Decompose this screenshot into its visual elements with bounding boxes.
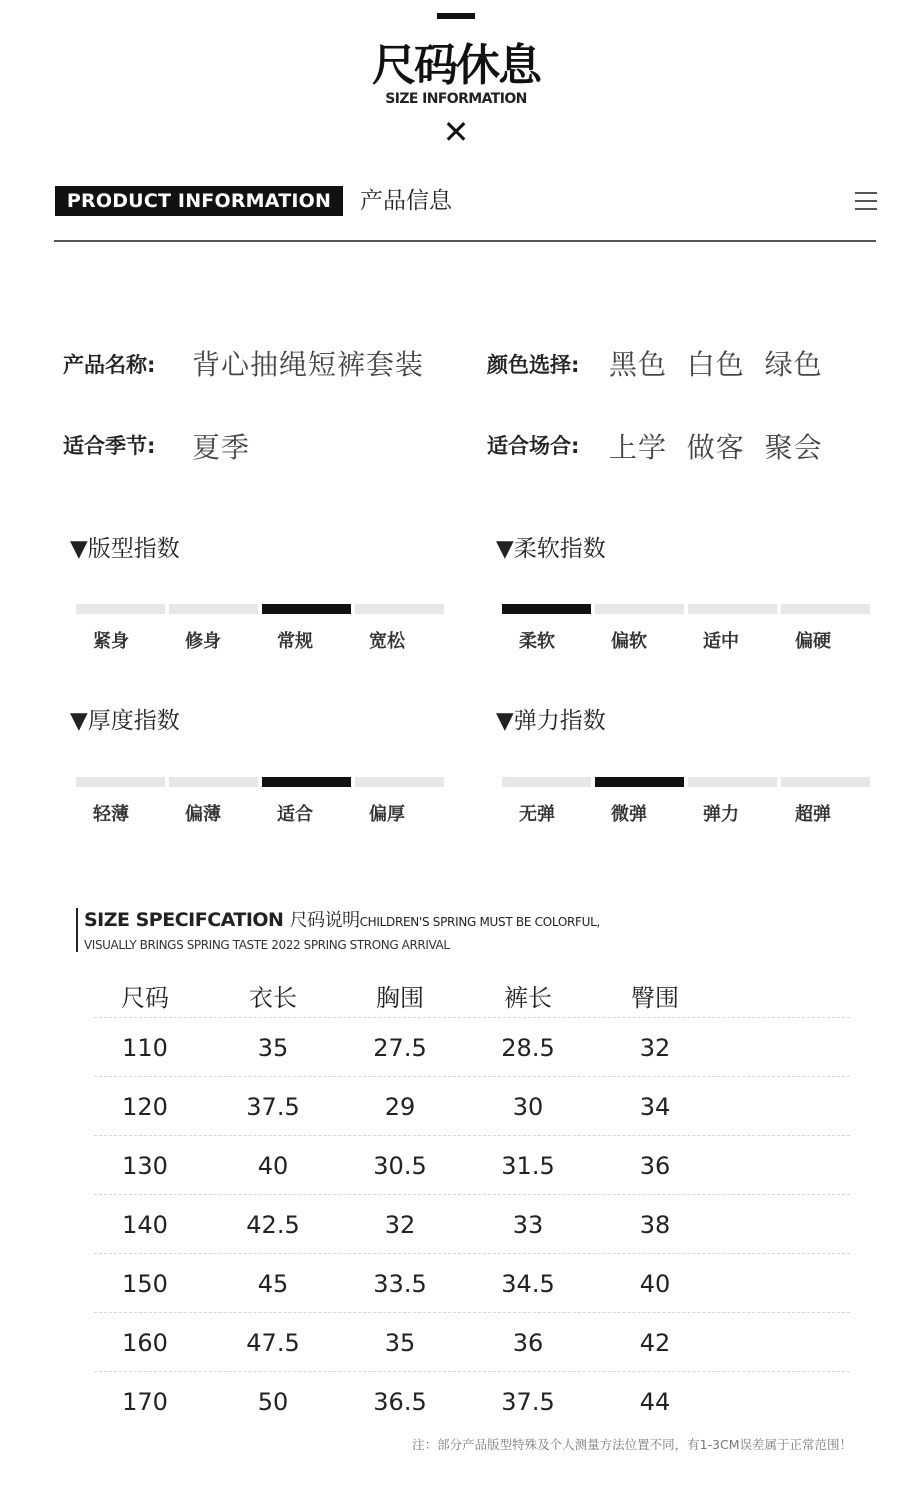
page-subtitle: SIZE INFORMATION	[385, 91, 527, 107]
elasticity-bar-segment-active	[595, 777, 684, 787]
table-row	[80, 1077, 850, 1136]
thickness-index-title: ▼厚度指数	[70, 708, 180, 734]
thickness-label: 偏薄	[185, 804, 221, 825]
table-cell: 28.5	[501, 1034, 555, 1062]
elasticity-label: 无弹	[519, 804, 555, 825]
table-cell: 35	[384, 1329, 416, 1357]
elasticity-bar-segment	[502, 777, 591, 787]
table-header-cell: 尺码	[121, 984, 169, 1012]
product-info-label: PRODUCT INFORMATION	[55, 186, 343, 216]
thickness-bar-segment	[355, 777, 444, 787]
size-spec-title-en: SIZE SPECIFCATION	[84, 909, 284, 931]
softness-label: 柔软	[519, 631, 555, 652]
product-info-cn-label: 产品信息	[360, 188, 452, 214]
table-row	[80, 1372, 850, 1431]
table-cell: 40	[257, 1152, 289, 1180]
season-label: 适合季节:	[63, 434, 156, 458]
table-cell: 34	[639, 1093, 671, 1121]
measurement-note: 注：部分产品版型特殊及个人测量方法位置不同，有1-3CM误差属于正常范围！	[412, 1437, 852, 1452]
table-cell: 36.5	[373, 1388, 427, 1416]
table-row	[80, 1313, 850, 1372]
page-title: 尺码休息	[372, 40, 540, 91]
table-cell: 42.5	[246, 1211, 300, 1239]
occasion-value: 上学 做客 聚会	[609, 431, 823, 464]
elasticity-label: 弹力	[703, 804, 739, 825]
fit-bar-segment	[169, 604, 258, 614]
softness-bar-segment	[688, 604, 777, 614]
table-cell: 36	[512, 1329, 544, 1357]
table-cell: 40	[639, 1270, 671, 1298]
close-icon: ✕	[442, 113, 470, 151]
table-cell: 31.5	[501, 1152, 555, 1180]
table-cell: 33.5	[373, 1270, 427, 1298]
softness-bar-segment-active	[502, 604, 591, 614]
elasticity-index-title: ▼弹力指数	[496, 708, 606, 734]
softness-label: 适中	[703, 631, 739, 652]
table-header-cell: 裤长	[504, 984, 552, 1012]
thickness-index-labels	[65, 803, 433, 827]
top-accent-bar	[437, 13, 475, 19]
color-value: 黑色 白色 绿色	[609, 348, 823, 381]
elasticity-index-labels	[491, 803, 859, 827]
fit-bar-segment	[355, 604, 444, 614]
fit-index-title: ▼版型指数	[70, 536, 180, 562]
fit-bar-segment	[76, 604, 165, 614]
fit-bar-segment-active	[262, 604, 351, 614]
color-label: 颜色选择:	[487, 353, 580, 377]
thickness-label: 轻薄	[93, 804, 129, 825]
fit-label: 常规	[277, 631, 313, 652]
table-cell: 32	[639, 1034, 671, 1062]
table-cell: 47.5	[246, 1329, 300, 1357]
softness-index-bar	[502, 604, 870, 614]
thickness-bar-segment	[169, 777, 258, 787]
table-cell: 37.5	[501, 1388, 555, 1416]
elasticity-label: 超弹	[795, 804, 831, 825]
fit-label: 修身	[185, 631, 221, 652]
fit-label: 宽松	[369, 631, 405, 652]
table-cell: 140	[122, 1211, 168, 1239]
table-cell: 42	[639, 1329, 671, 1357]
table-cell: 36	[639, 1152, 671, 1180]
softness-label: 偏软	[611, 631, 647, 652]
spec-accent-line	[76, 908, 78, 952]
table-cell: 29	[384, 1093, 416, 1121]
table-cell: 30.5	[373, 1152, 427, 1180]
occasion-label: 适合场合:	[487, 434, 580, 458]
table-cell: 50	[257, 1388, 289, 1416]
menu-icon	[855, 192, 877, 210]
size-spec-tagline-1: CHILDREN'S SPRING MUST BE COLORFUL,	[359, 915, 600, 929]
size-spec-title-cn: 尺码说明	[289, 910, 360, 931]
table-row	[80, 1136, 850, 1195]
thickness-label: 适合	[277, 804, 313, 825]
table-cell: 110	[122, 1034, 168, 1062]
table-header-cell: 衣长	[249, 984, 297, 1012]
thickness-index-bar	[76, 777, 444, 787]
softness-bar-segment	[781, 604, 870, 614]
table-cell: 120	[122, 1093, 168, 1121]
table-cell: 30	[512, 1093, 544, 1121]
table-cell: 150	[122, 1270, 168, 1298]
softness-index-labels	[491, 630, 859, 654]
softness-index-title: ▼柔软指数	[496, 536, 606, 562]
table-cell: 27.5	[373, 1034, 427, 1062]
table-cell: 37.5	[246, 1093, 300, 1121]
header-divider	[54, 240, 876, 242]
elasticity-bar-segment	[688, 777, 777, 787]
softness-bar-segment	[595, 604, 684, 614]
table-cell: 35	[257, 1034, 289, 1062]
product-name-label: 产品名称:	[63, 353, 156, 377]
thickness-label: 偏厚	[369, 804, 405, 825]
fit-index-labels	[65, 630, 433, 654]
softness-label: 偏硬	[795, 631, 831, 652]
fit-index-bar	[76, 604, 444, 614]
table-header-row	[80, 968, 850, 1018]
table-row	[80, 1254, 850, 1313]
size-spec-tagline-2: VISUALLY BRINGS SPRING TASTE 2022 SPRING STRONG ARRIVAL	[84, 938, 450, 952]
size-table	[80, 968, 850, 1431]
table-cell: 44	[639, 1388, 671, 1416]
table-cell: 170	[122, 1388, 168, 1416]
table-cell: 45	[257, 1270, 289, 1298]
elasticity-bar-segment	[781, 777, 870, 787]
table-cell: 38	[639, 1211, 671, 1239]
table-cell: 130	[122, 1152, 168, 1180]
thickness-bar-segment	[76, 777, 165, 787]
table-row	[80, 1018, 850, 1077]
table-row	[80, 1195, 850, 1254]
season-value: 夏季	[192, 431, 251, 464]
table-cell: 33	[512, 1211, 544, 1239]
thickness-bar-segment-active	[262, 777, 351, 787]
product-name-value: 背心抽绳短裤套装	[192, 348, 425, 381]
table-cell: 32	[384, 1211, 416, 1239]
table-cell: 34.5	[501, 1270, 555, 1298]
fit-label: 紧身	[93, 631, 129, 652]
table-header-cell: 胸围	[376, 984, 424, 1012]
table-header-cell: 臀围	[631, 984, 679, 1012]
size-spec-title	[84, 907, 600, 935]
elasticity-label: 微弹	[611, 804, 647, 825]
elasticity-index-bar	[502, 777, 870, 787]
table-cell: 160	[122, 1329, 168, 1357]
